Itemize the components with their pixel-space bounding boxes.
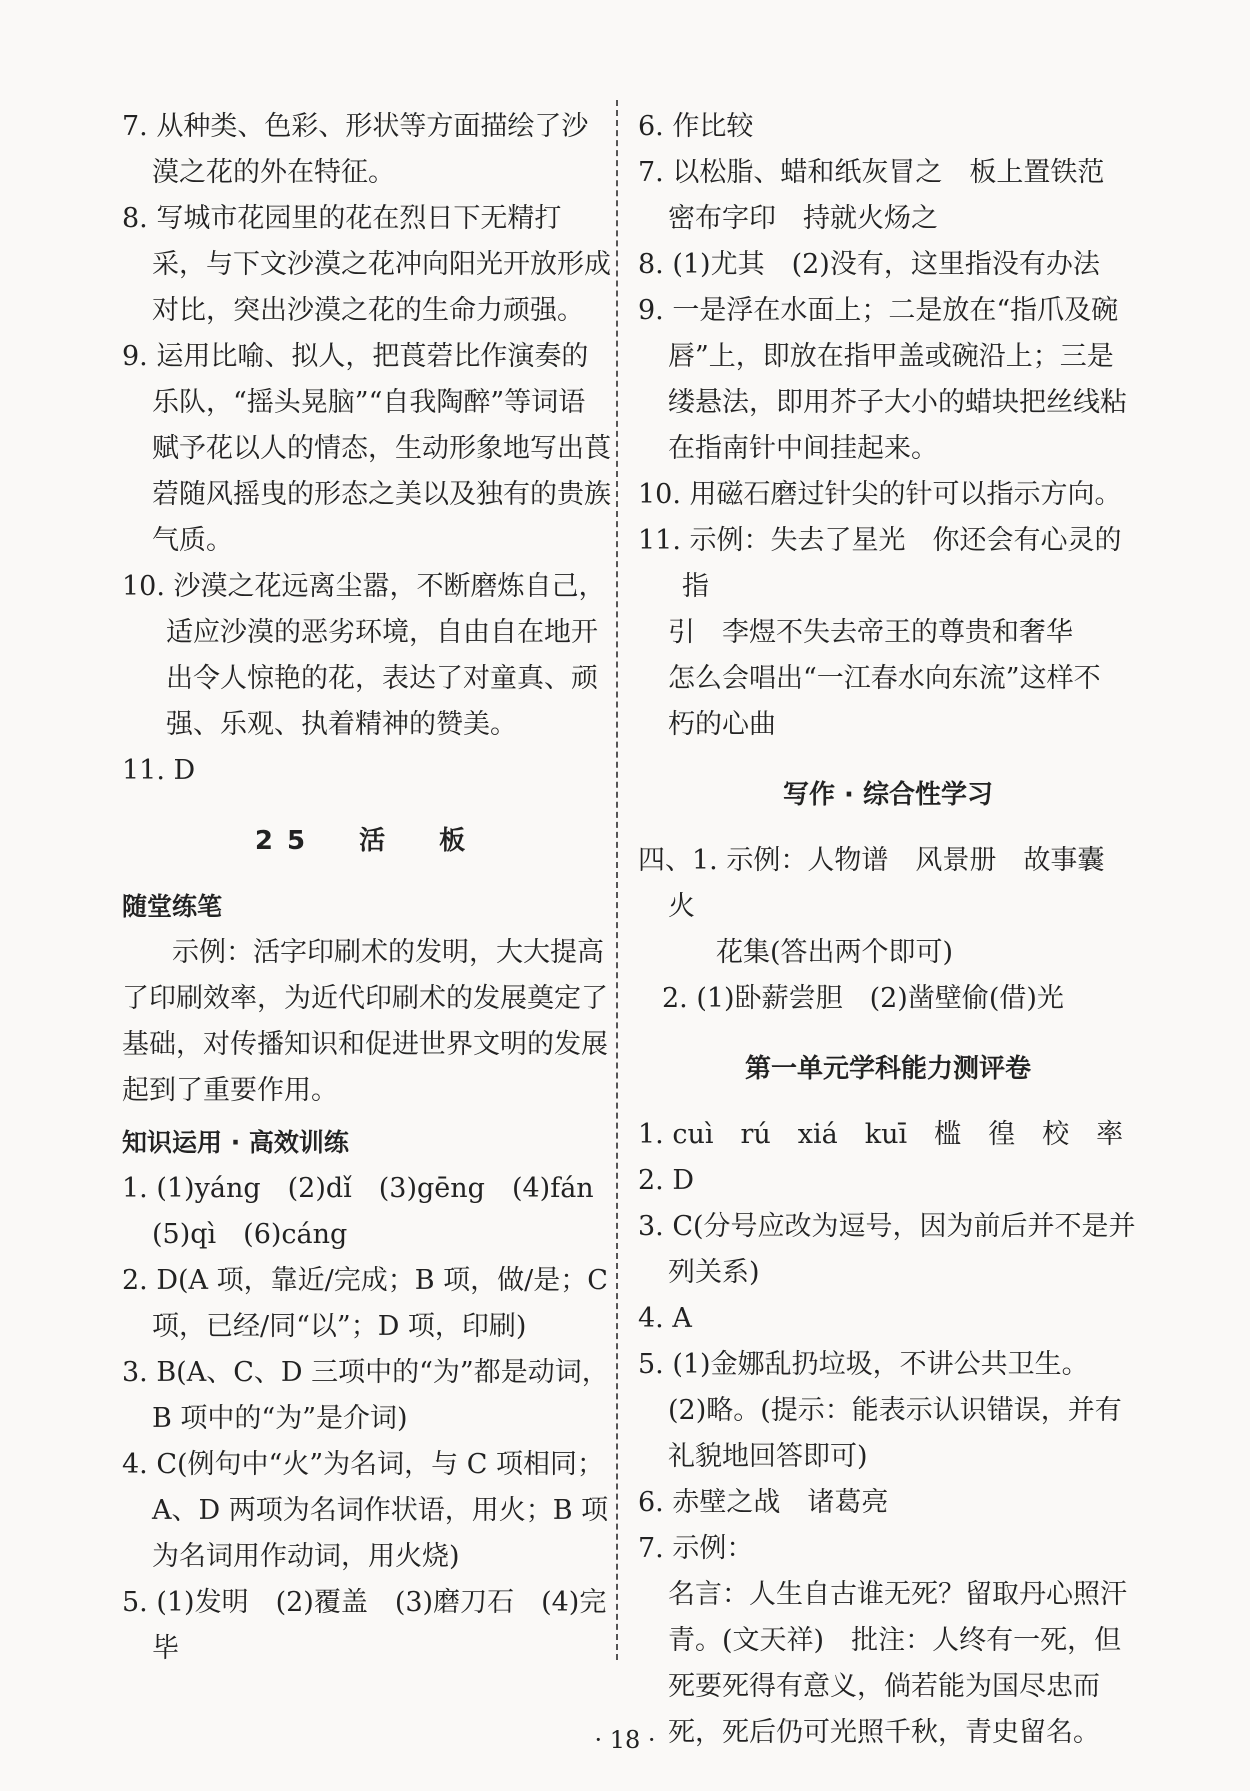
answer-item: 四、1. 示例：人物谱 风景册 故事囊 火 — [638, 845, 1132, 922]
answer-item: 1. (1)yáng (2)dǐ (3)gēng (4)fán — [122, 1173, 594, 1204]
answer-item: 11. D — [122, 755, 196, 786]
subheading: 随堂练笔 — [122, 892, 223, 921]
answer-item: 8. (1)尤其 (2)没有，这里指没有办法 — [638, 249, 1100, 280]
answer-item: 2. (1)卧薪尝胆 (2)凿壁偷(借)光 — [662, 983, 1064, 1014]
column-divider — [616, 100, 618, 1660]
answer-item: 5. (1)发明 (2)覆盖 (3)磨刀石 (4)完毕 — [122, 1587, 607, 1664]
answer-item: 7. 从种类、色彩、形状等方面描绘了沙漠之花的外在特征。 — [122, 111, 589, 188]
answer-item: 3. B(A、C、D 三项中的“为”都是动词，B 项中的“为”是介词) — [122, 1357, 609, 1434]
answer-continuation: 密布字印 持就火炀之 — [668, 203, 938, 234]
section-title: 写作 · 综合性学习 — [783, 780, 993, 810]
answer-item: 3. C(分号应改为逗号，因为前后并不是并列关系) — [638, 1211, 1136, 1288]
section-title: 25 活 板 — [254, 826, 480, 856]
answer-continuation: 怎么会唱出“一江春水向东流”这样不 — [668, 663, 1101, 694]
paragraph: 示例：活字印刷术的发明，大大提高了印刷效率，为近代印刷术的发展奠定了基础，对传播知识和促进世界文明的发展起到了重要作用。 — [122, 937, 608, 1106]
answer-item: 2. D — [638, 1165, 694, 1196]
answer-continuation: (2)略。(提示：能表示认识错误，并有礼貌地回答即可) — [668, 1395, 1122, 1472]
answer-continuation: (5)qì (6)cáng — [152, 1219, 348, 1250]
answer-item: 8. 写城市花园里的花在烈日下无精打采，与下文沙漠之花冲向阳光开放形成对比，突出沙漠之花的生命力顽强。 — [122, 203, 611, 326]
answer-item: 6. 赤壁之战 诸葛亮 — [638, 1487, 889, 1518]
answer-item: 4. C(例句中“火”为名词，与 C 项相同；A、D 两项为名词作状语，用火；B 项为名词用作动词，用火烧) — [122, 1449, 609, 1572]
page-number: · 18 · — [594, 1726, 656, 1754]
answer-continuation: 引 李煜不失去帝王的尊贵和奢华 — [668, 617, 1073, 648]
section-title: 第一单元学科能力测评卷 — [744, 1054, 1031, 1084]
answer-item: 1. cuì rú xiá kuī 槛 徨 校 率 — [638, 1119, 1124, 1150]
answer-item: 7. 以松脂、蜡和纸灰冒之 板上置铁范 — [638, 157, 1105, 188]
answer-item: 9. 运用比喻、拟人，把莨菪比作演奏的乐队，“摇头晃脑”“自我陶醉”等词语赋予花以人的情态，生动形象地写出莨菪随风摇曳的形态之美以及独有的贵族气质。 — [122, 341, 611, 556]
answer-item: 6. 作比较 — [638, 111, 754, 142]
answer-item: 7. 示例： — [638, 1533, 754, 1564]
subheading: 知识运用 · 高效训练 — [122, 1128, 349, 1157]
answer-item: 5. (1)金娜乱扔垃圾，不讲公共卫生。 — [638, 1349, 1089, 1380]
left-column — [122, 104, 612, 1672]
answer-continuation: 朽的心曲 — [668, 709, 776, 740]
answer-item: 10. 沙漠之花远离尘嚣，不断磨炼自己，适应沙漠的恶劣环境，自由自在地开出令人惊艳的花，表达了对童真、顽强、乐观、执着精神的赞美。 — [122, 571, 606, 740]
right-column — [638, 104, 1138, 1756]
answer-continuation: 名言：人生自古谁无死？留取丹心照汗青。(文天祥) 批注：人终有一死，但死要死得有意义，倘若能为国尽忠而死，死后仍可光照千秋，青史留名。 — [668, 1579, 1127, 1748]
answer-item: 10. 用磁石磨过针尖的针可以指示方向。 — [638, 479, 1122, 510]
answer-continuation: 花集(答出两个即可) — [716, 937, 954, 968]
answer-item: 9. 一是浮在水面上；二是放在“指爪及碗唇”上，即放在指甲盖或碗沿上；三是缕悬法，即用芥子大小的蜡块把丝线粘在指南针中间挂起来。 — [638, 295, 1127, 464]
answer-item: 4. A — [638, 1303, 692, 1334]
answer-item: 11. 示例：失去了星光 你还会有心灵的指 — [638, 525, 1122, 602]
answer-item: 2. D(A 项，靠近/完成；B 项，做/是；C 项，已经/同“以”；D 项，印刷) — [122, 1265, 608, 1342]
